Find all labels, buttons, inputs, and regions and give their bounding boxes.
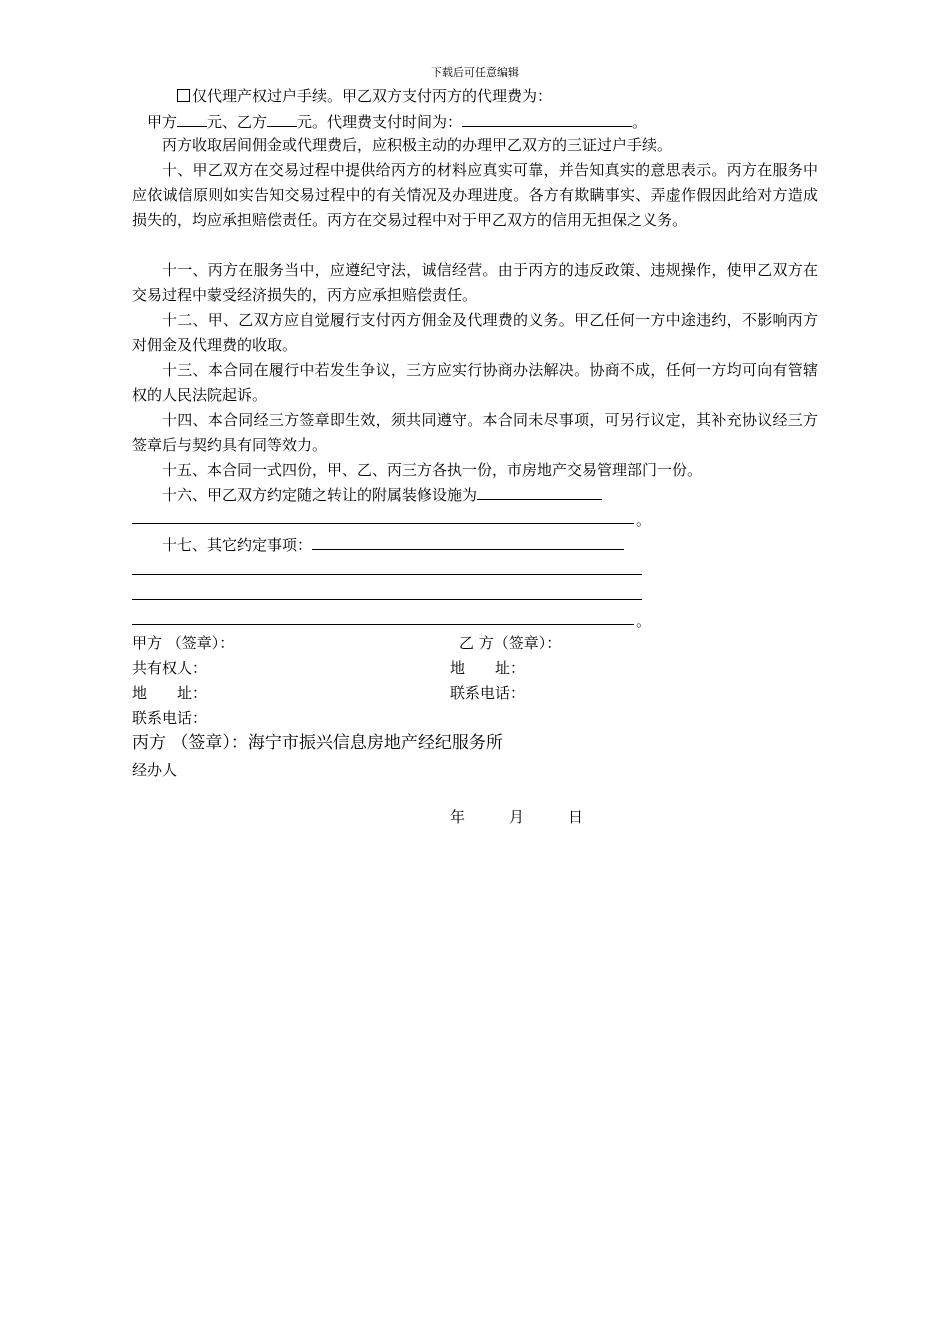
agency-option-line (177, 86, 552, 106)
fee-unit-a: 元、乙方 (207, 113, 268, 131)
co-owner-label: 共有权人： (132, 659, 208, 677)
other-terms-line-2[interactable] (132, 574, 642, 575)
date-month: 月 (509, 808, 525, 826)
paragraph-12: 十二、甲、乙双方应自觉履行支付丙方佣金及代理费的义务。甲乙任何一方中途违约，不影响丙方对佣金及代理费的收取。 (132, 311, 818, 354)
paragraph-13: 十三、本合同在履行中若发生争议，三方应实行协商办法解决。协商不成，任何一方均可向有管辖权的人民法院起诉。 (132, 361, 818, 404)
header-note: 下载后可任意编辑 (431, 66, 519, 79)
date-day: 日 (568, 808, 584, 826)
paragraph-14: 十四、本合同经三方签章即生效，须共同遵守。本合同未尽事项，可另行议定，其补充协议经三方签章后与契约具有同等效力。 (132, 411, 818, 454)
phone-b-label: 联系电话： (450, 684, 526, 702)
item-17-line (162, 533, 624, 553)
fee-party-a-label: 甲方 (147, 113, 178, 131)
item-16-text: 十六、甲乙双方约定随之转让的附属装修设施为 (162, 486, 478, 504)
fee-line (147, 110, 647, 130)
item-17-end: 。 (636, 612, 652, 630)
other-terms-line-3[interactable] (132, 599, 642, 600)
fee-b-blank[interactable] (267, 110, 297, 127)
agency-option-text: 仅代理产权过户手续。甲乙双方支付丙方的代理费为： (192, 87, 553, 105)
party-b-signature: 乙 方（签章）： (459, 634, 562, 652)
paragraph-11: 十一、丙方在服务当中，应遵纪守法，诚信经营。由于丙方的违反政策、违规操作，使甲乙双方在交易过程中蒙受经济损失的，丙方应承担赔偿责任。 (132, 261, 818, 304)
item-16-line (162, 483, 602, 503)
paragraph-15: 十五、本合同一式四份，甲、乙、丙三方各执一份，市房地产交易管理部门一份。 (162, 461, 703, 479)
fee-end: 。 (632, 113, 648, 131)
fee-a-blank[interactable] (177, 110, 207, 127)
payment-time-blank[interactable] (462, 110, 632, 127)
other-terms-line-4[interactable] (132, 624, 634, 625)
item-16-end: 。 (636, 511, 652, 529)
fee-unit-b: 元。代理费支付时间为： (297, 113, 463, 131)
paragraph-transfer: 丙方收取居间佣金或代理费后，应积极主动的办理甲乙双方的三证过户手续。 (162, 136, 673, 154)
other-terms-blank[interactable] (312, 533, 624, 550)
address-b-label: 地 址： (450, 659, 526, 677)
fixtures-blank-line-2[interactable] (132, 523, 634, 524)
party-c-signature: 丙方 （签章）：海宁市振兴信息房地产经纪服务所 (132, 733, 503, 753)
phone-a-label: 联系电话： (132, 709, 208, 727)
fixtures-blank[interactable] (477, 483, 602, 500)
agent-label: 经办人 (132, 761, 178, 779)
item-17-text: 十七、其它约定事项： (162, 536, 313, 554)
address-a-label: 地 址： (132, 684, 208, 702)
checkbox-icon[interactable] (177, 89, 190, 102)
paragraph-10: 十、甲乙双方在交易过程中提供给丙方的材料应真实可靠，并告知真实的意思表示。丙方在服务中应依诚信原则如实告知交易过程中的有关情况及办理进度。各方有欺瞒事实、弄虚作假因此给对方造成损失的，均应承担赔偿责任。丙方在交易过程中对于甲乙双方的信用无担保之义务。 (132, 161, 818, 229)
party-a-signature: 甲方 （签章）： (132, 634, 235, 652)
date-year: 年 (450, 808, 466, 826)
